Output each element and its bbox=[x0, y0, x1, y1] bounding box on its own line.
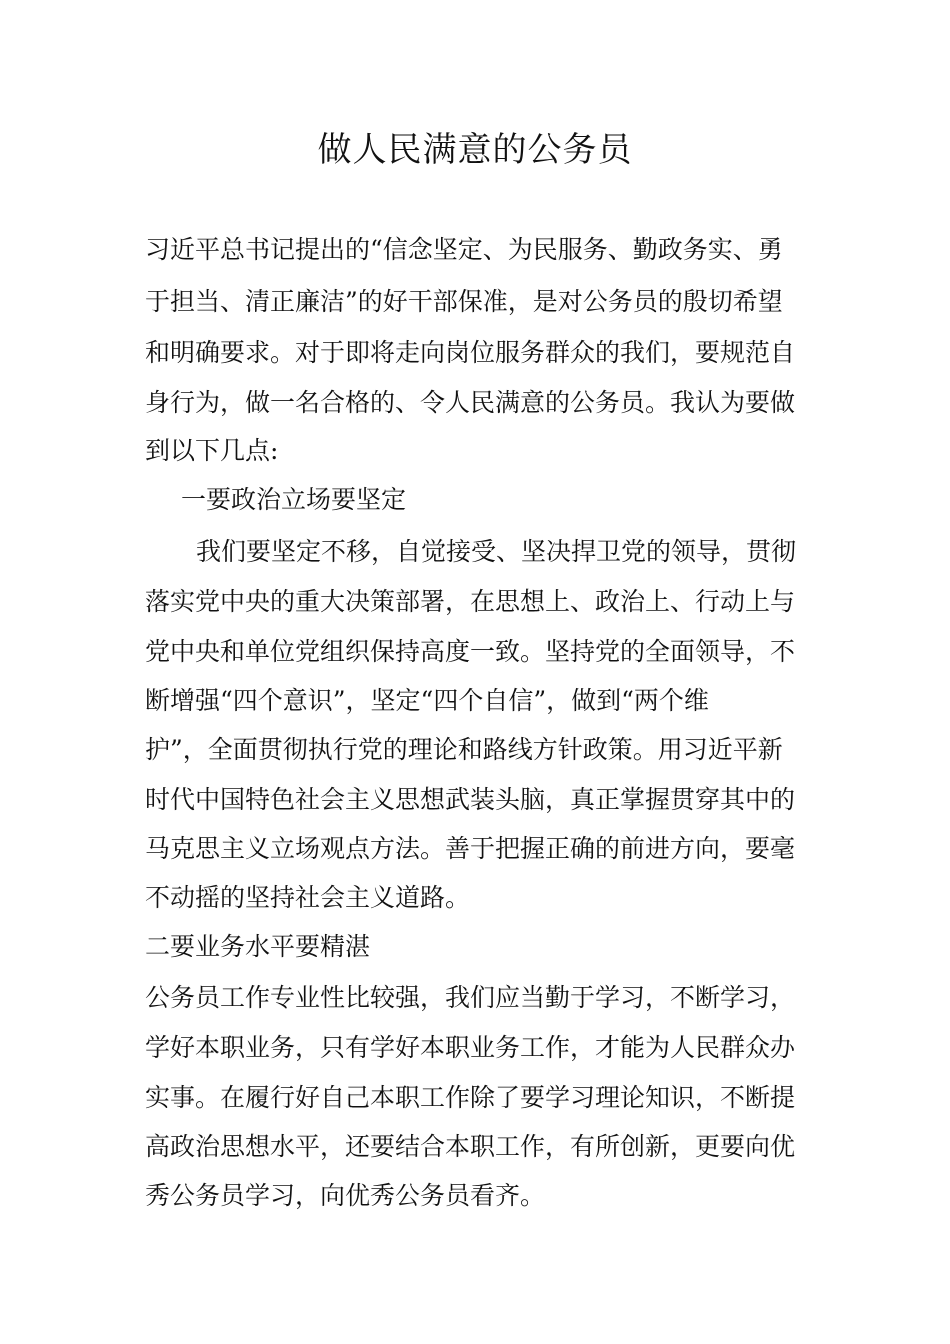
section2-line: 秀公务员学习，向优秀公务员看齐。 bbox=[145, 1181, 546, 1210]
section1-line: 党中央和单位党组织保持高度一致。坚持党的全面领导，不 bbox=[145, 637, 796, 666]
section2-line: 公务员工作专业性比较强，我们应当勤于学习，不断学习， bbox=[145, 983, 796, 1012]
section2-line: 高政治思想水平，还要结合本职工作，有所创新，更要向优 bbox=[145, 1132, 796, 1161]
section1-line: 我们要坚定不移，自觉接受、坚决捍卫党的领导，贯彻 bbox=[196, 537, 797, 566]
section1-line: 断增强“四个意识”，坚定“四个自信”，做到“两个维 bbox=[145, 686, 709, 715]
section-heading-2: 二要业务水平要精湛 bbox=[145, 932, 371, 961]
section-heading-1: 一要政治立场要坚定 bbox=[181, 485, 407, 514]
section1-line: 时代中国特色社会主义思想武装头脑，真正掌握贯穿其中的 bbox=[145, 785, 796, 814]
section1-line: 护”，全面贯彻执行党的理论和路线方针政策。用习近平新 bbox=[145, 735, 783, 764]
intro-line: 于担当、清正廉洁”的好干部保准，是对公务员的殷切希望 bbox=[145, 287, 783, 316]
intro-line: 身行为，做一名合格的、令人民满意的公务员。我认为要做 bbox=[145, 388, 796, 417]
section1-line: 马克思主义立场观点方法。善于把握正确的前进方向，要毫 bbox=[145, 834, 796, 863]
section1-line: 落实党中央的重大决策部署，在思想上、政治上、行动上与 bbox=[145, 587, 796, 616]
intro-line: 和明确要求。对于即将走向岗位服务群众的我们，要规范自 bbox=[145, 338, 796, 367]
intro-line: 习近平总书记提出的“信念坚定、为民服务、勤政务实、勇 bbox=[145, 235, 783, 264]
section2-line: 学好本职业务，只有学好本职业务工作，才能为人民群众办 bbox=[145, 1033, 796, 1062]
section1-line: 不动摇的坚持社会主义道路。 bbox=[145, 883, 471, 912]
intro-line: 到以下几点: bbox=[145, 436, 279, 465]
section2-line: 实事。在履行好自己本职工作除了要学习理论知识，不断提 bbox=[145, 1083, 796, 1112]
document-title: 做人民满意的公务员 bbox=[317, 130, 633, 170]
